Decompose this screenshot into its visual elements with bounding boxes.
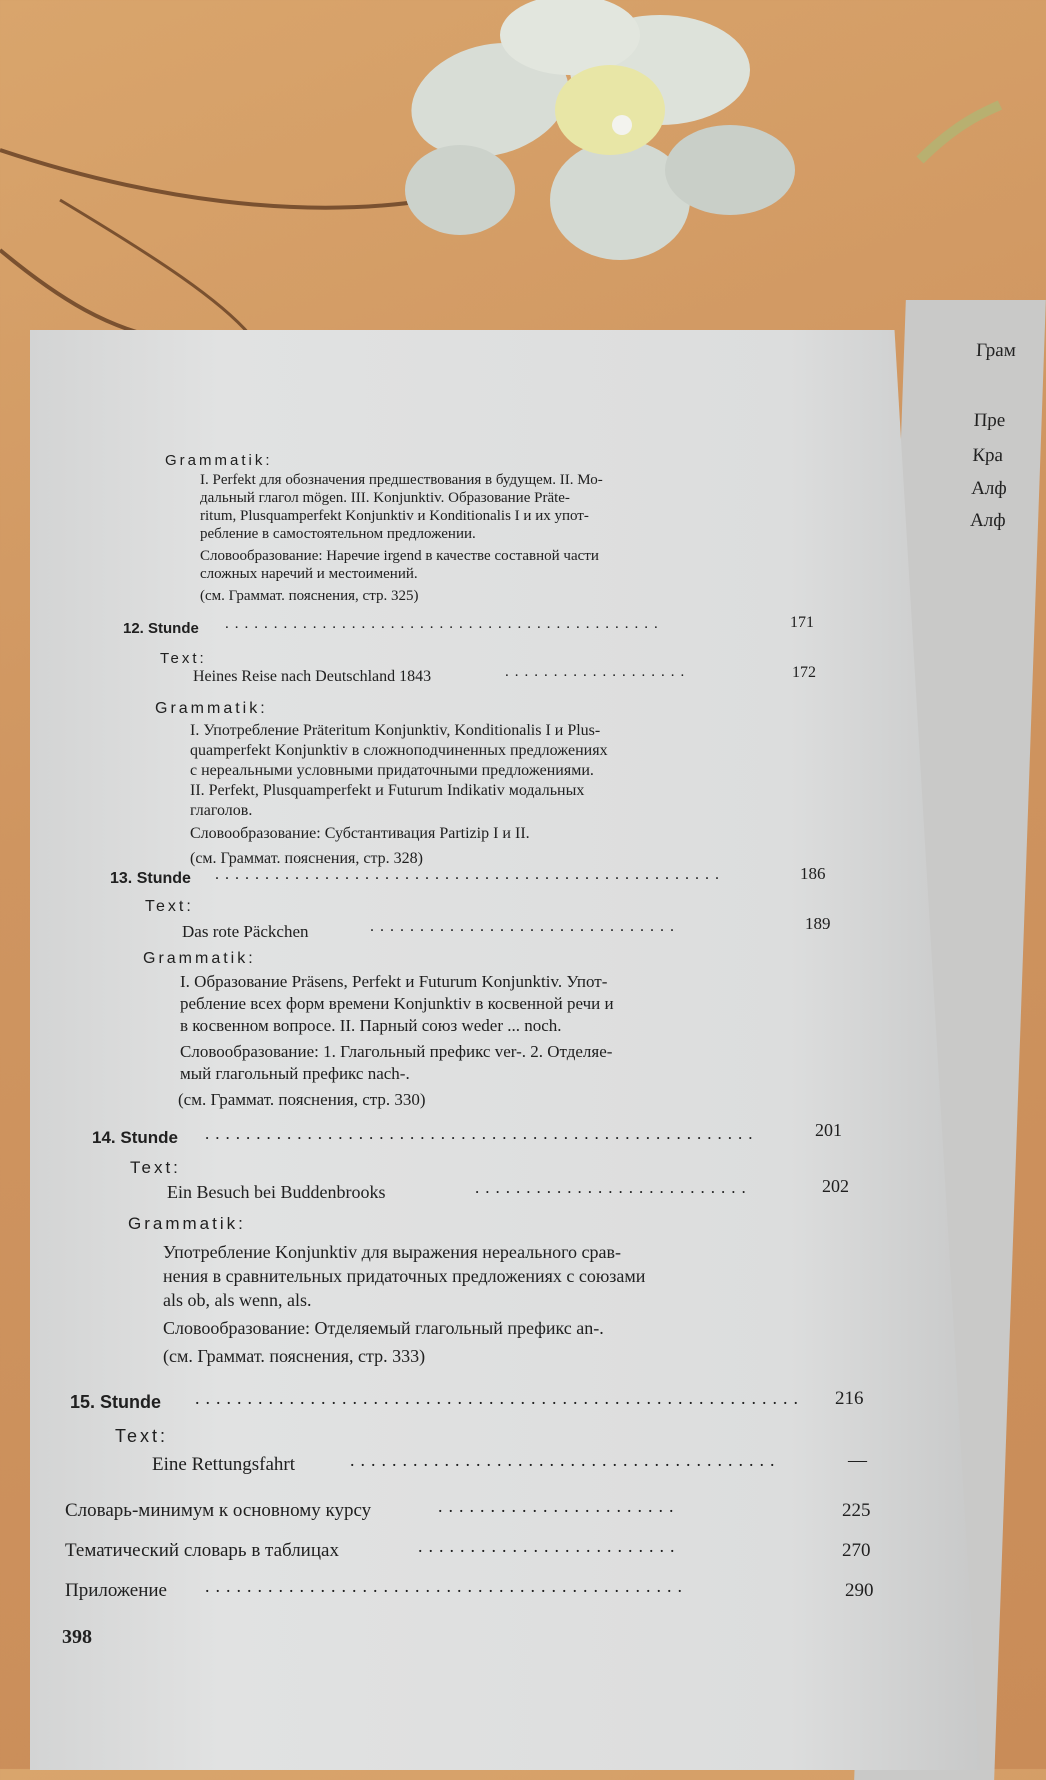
lesson-title: 14. Stunde (92, 1128, 178, 1147)
folio-page-number: 398 (62, 1626, 92, 1648)
grammar-line: ребление всех форм времени Konjunktiv в косвенной речи и (180, 994, 614, 1013)
text-label: Text: (115, 1426, 169, 1446)
dot-leader: .............................................. (205, 1576, 688, 1596)
lesson-title: 15. Stunde (70, 1392, 162, 1412)
text-label: Text: (130, 1158, 181, 1177)
right-page-fragment: Грам (975, 340, 1017, 361)
lesson-title: 12. Stunde (123, 620, 199, 637)
text-title: Das rote Päckchen (182, 922, 309, 941)
grammatik-label: Grammatik: (143, 950, 256, 967)
text-title: Heines Reise nach Deutschland 1843 (193, 668, 432, 685)
grammatik-label: Grammatik: (165, 452, 273, 469)
word-formation-line: мый глагольный префикс nach-. (180, 1064, 410, 1083)
word-formation-line: Словообразование: Отделяемый глагольный префикс an-. (163, 1318, 604, 1338)
page-number: 270 (842, 1540, 871, 1561)
page-number: 201 (815, 1120, 842, 1140)
right-page-fragment: Пре (973, 410, 1006, 431)
page-number: 172 (792, 664, 816, 681)
dot-leader: ................................................... (215, 866, 725, 883)
grammar-line: II. Perfekt, Plusquamperfekt и Futurum Indikativ модальных (190, 782, 585, 799)
grammar-line: в косвенном вопросе. II. Парный союз weder ... noch. (180, 1016, 562, 1035)
grammar-line: нения в сравнительных придаточных предложениях с союзами (163, 1266, 646, 1286)
grammar-line: ребление в самостоятельном предложении. (200, 526, 476, 542)
toc-entry-title: Словарь-минимум к основному курсу (65, 1500, 372, 1521)
dot-leader: ................... (505, 664, 691, 680)
text-title: Eine Rettungsfahrt (152, 1454, 295, 1475)
grammar-line: als ob, als wenn, als. (163, 1290, 312, 1310)
grammar-line: глаголов. (190, 802, 253, 819)
dot-leader: ......................... (418, 1536, 681, 1556)
grammar-line: I. Perfekt для обозначения предшествования в будущем. II. Мо- (200, 472, 603, 488)
page-number: 290 (845, 1580, 874, 1601)
dot-leader: .......................................................... (195, 1388, 804, 1408)
grammar-line: I. Образование Präsens, Perfekt и Futurum Konjunktiv. Упот- (180, 972, 608, 991)
right-page-fragment: Алф (970, 478, 1008, 499)
grammar-reference: (см. Граммат. пояснения, стр. 325) (200, 588, 419, 604)
toc-entry-title: Приложение (65, 1580, 167, 1601)
dot-leader: ........................... (475, 1178, 752, 1197)
grammar-line: ritum, Plusquamperfekt Konjunktiv и Konditionalis I и их упот- (200, 508, 589, 524)
dot-leader: ....................... (438, 1496, 680, 1516)
grammar-line: дальный глагол mögen. III. Konjunktiv. Образование Präte- (200, 490, 570, 506)
grammar-reference: (см. Граммат. пояснения, стр. 328) (190, 850, 423, 867)
grammar-reference: (см. Граммат. пояснения, стр. 333) (163, 1346, 426, 1366)
dot-leader: ............................................. (225, 616, 664, 632)
dot-leader: ............................... (370, 918, 680, 935)
grammatik-label: Grammatik: (128, 1214, 246, 1233)
grammatik-label: Grammatik: (155, 700, 268, 717)
grammar-reference: (см. Граммат. пояснения, стр. 330) (178, 1090, 426, 1109)
right-page-fragment: Алф (969, 510, 1007, 531)
word-formation-line: Словообразование: Субстантивация Partizip I и II. (190, 825, 530, 842)
page-number: 186 (800, 864, 826, 883)
page-number: 225 (842, 1500, 871, 1521)
dot-leader: ...................................................... (205, 1124, 759, 1143)
flower-decoration (370, 0, 820, 290)
page-number: — (848, 1450, 867, 1471)
page-number: 189 (805, 914, 831, 933)
word-formation-line: сложных наречий и местоимений. (200, 566, 418, 582)
lesson-title: 13. Stunde (110, 870, 191, 887)
text-label: Text: (160, 650, 207, 667)
text-title: Ein Besuch bei Buddenbrooks (167, 1182, 386, 1202)
grammar-line: с нереальными условными придаточными предложениями. (190, 762, 594, 779)
toc-entry-title: Тематический словарь в таблицах (65, 1540, 339, 1561)
dot-leader: ......................................... (350, 1450, 781, 1470)
page-number: 171 (790, 614, 814, 631)
word-formation-line: Словообразование: 1. Глагольный префикс ver-. 2. Отделяе- (180, 1042, 613, 1061)
grammar-line: Употребление Konjunktiv для выражения нереального срав- (163, 1242, 622, 1262)
grammar-line: I. Употребление Präteritum Konjunktiv, Konditionalis I и Plus- (190, 722, 601, 739)
page-number: 202 (822, 1176, 849, 1196)
right-page-fragment: Кра (972, 445, 1004, 466)
word-formation-line: Словообразование: Наречие irgend в качестве составной части (200, 548, 599, 564)
grammar-line: quamperfekt Konjunktiv в сложноподчиненных предложениях (190, 742, 608, 759)
text-label: Text: (145, 898, 194, 915)
page-number: 216 (835, 1388, 864, 1409)
